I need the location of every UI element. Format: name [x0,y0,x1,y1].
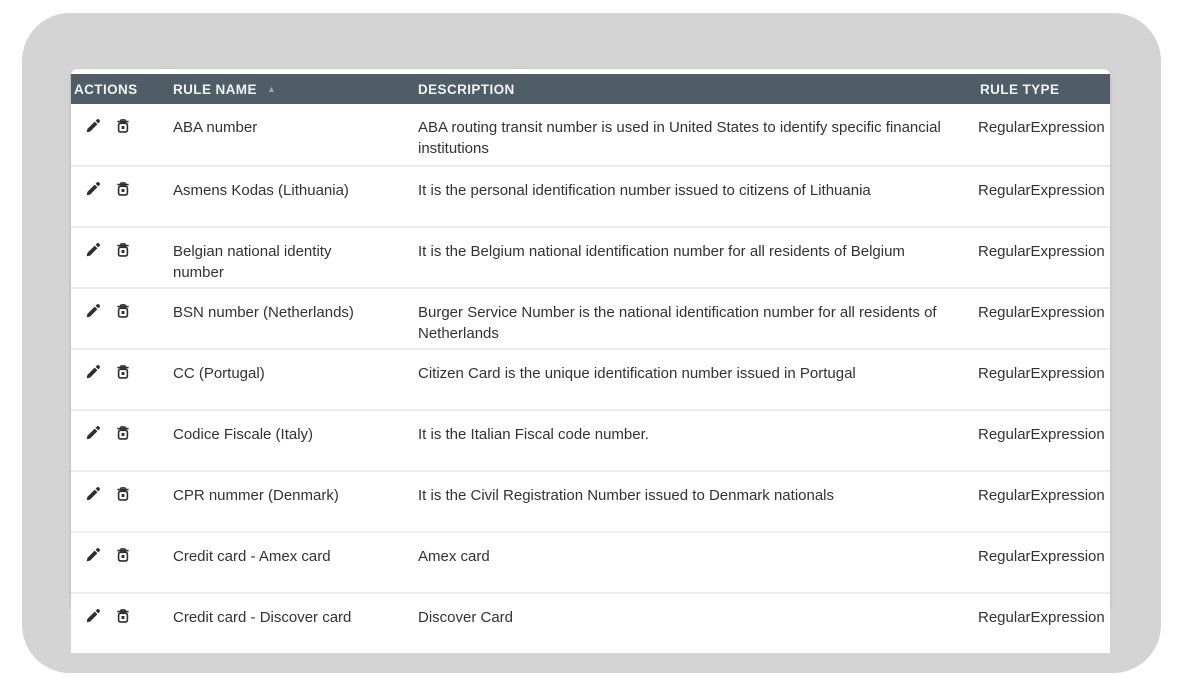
pencil-icon [85,364,101,380]
delete-button[interactable] [114,424,131,441]
rule-type-cell: RegularExpression [978,119,1105,136]
actions-cell [71,350,173,409]
trash-icon [115,547,131,563]
table-row [71,592,1110,653]
edit-button[interactable] [84,180,101,197]
pencil-icon [85,425,101,441]
actions-cell [71,594,173,653]
rule-type-cell: RegularExpression [978,243,1105,260]
delete-button[interactable] [114,363,131,380]
table-row [71,104,1110,165]
pencil-icon [85,118,101,134]
column-header-rule-name-label: RULE NAME [173,81,257,97]
content-panel [22,13,1161,673]
actions-cell [71,533,173,592]
table-body [71,104,1110,653]
trash-icon [115,242,131,258]
actions-cell [71,472,173,531]
table-row [71,531,1110,592]
sort-ascending-icon[interactable]: ▲ [266,83,277,94]
rule-description-cell: Burger Service Number is the national identification number for all residents of Netherlands [418,304,937,342]
trash-icon [115,425,131,441]
rule-description-cell: Citizen Card is the unique identification number issued in Portugal [418,365,856,382]
table-row [71,470,1110,531]
delete-button[interactable] [114,546,131,563]
rule-type-cell: RegularExpression [978,182,1105,199]
rule-description-cell: It is the Italian Fiscal code number. [418,426,649,443]
trash-icon [115,181,131,197]
rule-type-cell: RegularExpression [978,487,1105,504]
trash-icon [115,364,131,380]
delete-button[interactable] [114,180,131,197]
edit-button[interactable] [84,424,101,441]
rule-description-cell: Discover Card [418,609,514,626]
edit-button[interactable] [84,363,101,380]
edit-button[interactable] [84,117,101,134]
actions-cell [71,411,173,470]
actions-cell [71,167,173,226]
actions-cell [71,289,173,348]
rule-name-cell: ABA number [173,119,258,136]
rule-name-cell: CPR nummer (Denmark) [173,487,339,504]
table-row [71,287,1110,348]
rule-description-cell: It is the Belgium national identification number for all residents of Belgium [418,243,905,260]
rule-type-cell: RegularExpression [978,426,1105,443]
edit-button[interactable] [84,546,101,563]
rule-name-cell: Codice Fiscale (Italy) [173,426,314,443]
rule-name-cell: Credit card - Discover card [173,609,352,626]
rule-name-cell: Asmens Kodas (Lithuania) [173,182,349,199]
trash-icon [115,608,131,624]
pencil-icon [85,242,101,258]
rule-type-cell: RegularExpression [978,548,1105,565]
actions-cell [71,104,173,165]
rule-description-cell: It is the personal identification number issued to citizens of Lithuania [418,182,871,199]
trash-icon [115,486,131,502]
delete-button[interactable] [114,241,131,258]
rule-type-cell: RegularExpression [978,365,1105,382]
actions-cell [71,228,173,287]
rule-name-cell: Belgian national identity number [173,243,332,281]
trash-icon [115,118,131,134]
pencil-icon [85,608,101,624]
pencil-icon [85,303,101,319]
table-row [71,348,1110,409]
rule-description-cell: Amex card [418,548,490,565]
column-header-rule-name[interactable] [173,82,418,97]
column-header-rule-type[interactable]: RULE TYPE [980,81,1060,97]
edit-button[interactable] [84,302,101,319]
delete-button[interactable] [114,485,131,502]
edit-button[interactable] [84,241,101,258]
rule-name-cell: BSN number (Netherlands) [173,304,354,321]
table-row [71,409,1110,470]
table-row [71,165,1110,226]
rules-table [71,69,1110,626]
trash-icon [115,303,131,319]
pencil-icon [85,181,101,197]
rule-description-cell: ABA routing transit number is used in United States to identify specific financial institutions [418,119,941,157]
delete-button[interactable] [114,607,131,624]
delete-button[interactable] [114,302,131,319]
rule-description-cell: It is the Civil Registration Number issued to Denmark nationals [418,487,835,504]
rule-type-cell: RegularExpression [978,304,1105,321]
rule-name-cell: Credit card - Amex card [173,548,331,565]
edit-button[interactable] [84,607,101,624]
edit-button[interactable] [84,485,101,502]
rule-type-cell: RegularExpression [978,609,1105,626]
column-header-description[interactable]: DESCRIPTION [418,81,515,97]
table-header [71,74,1110,104]
table-row [71,226,1110,287]
column-header-actions[interactable]: ACTIONS [74,81,138,97]
rule-name-cell: CC (Portugal) [173,365,265,382]
pencil-icon [85,547,101,563]
pencil-icon [85,486,101,502]
delete-button[interactable] [114,117,131,134]
